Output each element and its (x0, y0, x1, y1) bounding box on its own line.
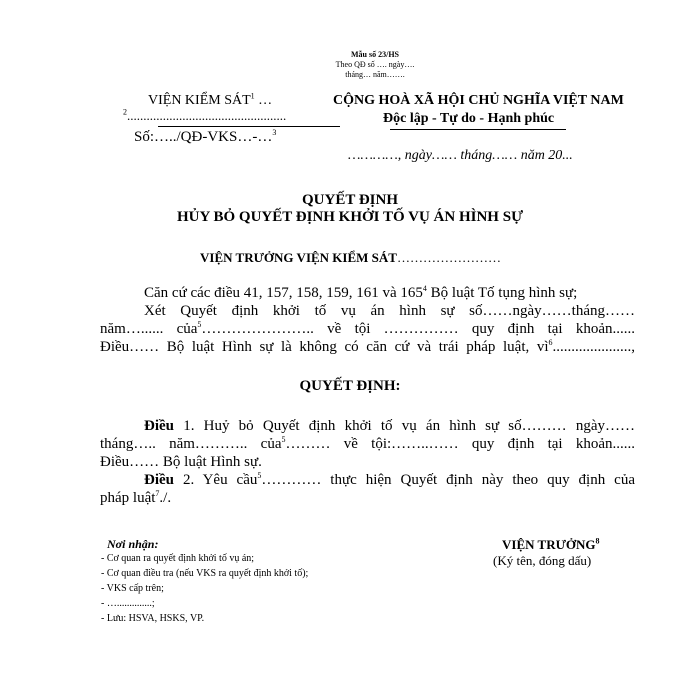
motto-underline (390, 129, 566, 130)
document-subtitle: HỦY BỎ QUYẾT ĐỊNH KHỞI TỐ VỤ ÁN HÌNH SỰ (176, 209, 524, 225)
agency-sub-unit: $^2$................................................. (123, 107, 287, 123)
article-2-line-2: pháp luật$^7$./. (100, 489, 172, 506)
decision-heading: QUYẾT ĐỊNH: (299, 378, 401, 394)
signature-note: (Ký tên, đóng dấu) (493, 553, 592, 568)
agency-name: VIỆN KIỂM SÁT$^1$ … (148, 91, 273, 108)
document-number: Số:…../QĐ-VKS…-…$^3$ (134, 128, 277, 145)
basis-paragraph (100, 284, 635, 356)
article-1-line-3: Điều…… Bộ luật Hình sự. (100, 454, 262, 470)
decision-articles (100, 417, 635, 507)
recipient-item: - Lưu: HSVA, HSKS, VP. (101, 613, 205, 624)
form-decision-date: tháng… năm……. (345, 70, 405, 79)
recipient-item: - Cơ quan ra quyết định khởi tố vụ án; (101, 553, 255, 564)
recipients-list (101, 551, 308, 626)
document-title: QUYẾT ĐỊNH (302, 192, 398, 208)
recipient-item: - Cơ quan điều tra (nếu VKS ra quyết định khởi tố); (101, 568, 309, 579)
form-decision-ref: Theo QĐ số …. ngày…. (335, 60, 415, 69)
national-motto: Độc lập - Tự do - Hạnh phúc (383, 111, 555, 126)
basis-line-2: Xét Quyết định khởi tố vụ án hình sự số……ngày……tháng…… (144, 303, 635, 319)
basis-line-1: Căn cứ các điều 41, 157, 158, 159, 161 và $165^4$ Bộ luật Tố tụng hình sự; (144, 284, 578, 301)
article-1-line-1: Điều 1. Huỷ bỏ Quyết định khởi tố vụ án hình sự số……… ngày…… (144, 418, 635, 434)
article-2-line-1: Điều 2. Yêu cầu$^5$………… thực hiện Quyết định này theo quy định của (144, 471, 635, 488)
date-line: …………, ngày…… tháng…… năm 20... (348, 148, 573, 163)
article-1-line-2: tháng….. năm……….. của$^5$……… về tội:……..…… quy định tại khoản...... (100, 435, 635, 452)
form-number: Mẫu số 23/HS (350, 50, 399, 59)
issuer: VIỆN TRƯỞNG VIỆN KIỂM SÁT…………………… (200, 250, 501, 265)
form-reference (310, 50, 440, 80)
basis-line-4: Điều…… Bộ luật Hình sự là không có căn cứ và trái pháp luật, $vì^6$....................., (100, 338, 635, 355)
agency-underline (158, 126, 340, 127)
basis-line-3: năm…...... của$^5$………………….. về tội …………… quy định tại khoản...... (100, 320, 636, 337)
national-title: CỘNG HOÀ XÃ HỘI CHỦ NGHĨA VIỆT NAM (333, 93, 624, 108)
recipient-item: - VKS cấp trên; (101, 583, 164, 594)
recipients-heading: Nơi nhận: (107, 537, 159, 551)
signature-title: VIỆN TRƯỞNG$^8$ (502, 536, 600, 552)
recipient-item: - …..............; (101, 598, 155, 609)
